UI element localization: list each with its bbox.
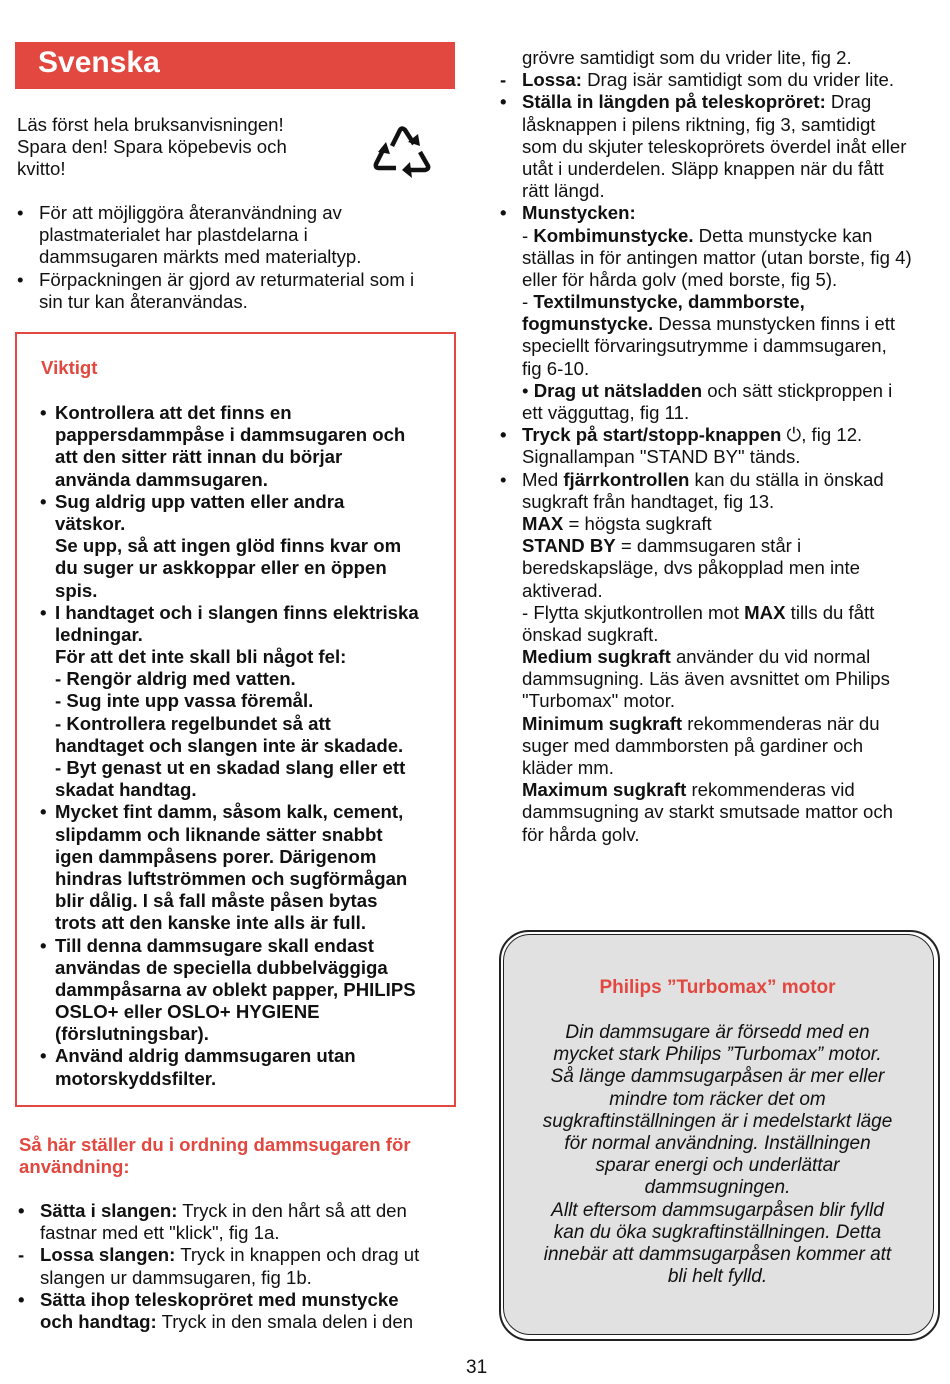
bold-text: Sätta ihop teleskopröret med munstycke — [40, 1288, 399, 1310]
text: grövre samtidigt som du vrider lite, fig 2. — [522, 47, 852, 68]
language-title: Svenska — [38, 46, 160, 79]
bullet-marker: • — [500, 91, 507, 113]
text: Drag — [825, 91, 872, 113]
bold-text: vätskor. — [55, 512, 126, 534]
text: plastmaterialet har plastdelarna i — [39, 224, 308, 246]
text: tills du fått — [785, 601, 875, 623]
text: suger med dammborsten på gardiner och — [522, 734, 864, 756]
bullet-marker: • — [17, 202, 24, 223]
text: Med — [522, 468, 564, 490]
text: beredskapsläge, dvs påkopplad men inte — [522, 557, 861, 579]
text: önskad sugkraft. — [522, 623, 659, 645]
turbomax-title: Philips ”Turbomax” motor — [599, 977, 836, 998]
bold-text: fjärrkontrollen — [563, 468, 690, 490]
dash-marker: - — [18, 1244, 25, 1266]
turbomax-text-line: Så länge dammsugarpåsen är mer eller — [550, 1066, 885, 1088]
turbomax-text-line: Allt eftersom dammsugarpåsen blir fylld — [551, 1199, 884, 1221]
text: Signallampan "STAND BY" tänds. — [522, 446, 801, 468]
bullet-marker: • — [500, 202, 507, 224]
text: Dessa munstycken finns i ett — [653, 313, 896, 335]
text: - Flytta skjutkontrollen mot — [522, 601, 745, 623]
text: slangen ur dammsugaren, fig 1b. — [40, 1266, 312, 1288]
turbomax-text-line: Din dammsugare är försedd med en — [565, 1022, 870, 1043]
bold-text: Se upp, så att ingen glöd finns kvar om — [55, 535, 402, 557]
bold-text: Till denna dammsugare skall endast — [55, 934, 374, 956]
bold-text: Kontrollera att det finns en — [55, 402, 292, 423]
bullet-marker: • — [40, 934, 47, 956]
text: dammsugning. Läs även avsnittet om Philips — [522, 668, 890, 690]
bold-text: Kombimunstycke. — [533, 224, 694, 246]
bold-text: använda dammsugaren. — [55, 468, 268, 490]
text: Detta munstycke kan — [693, 224, 873, 246]
setup-heading — [19, 1134, 411, 1178]
text: eller för hårda golv (med borste, fig 5). — [522, 268, 838, 290]
bold-text: - Byt genast ut en skadad slang eller ett — [55, 757, 406, 778]
text: = dammsugaren står i — [615, 535, 802, 557]
text: aktiverad. — [522, 579, 603, 601]
bold-text: Tryck på start/stopp-knappen — [522, 424, 782, 446]
bold-text: Lossa slangen: — [40, 1244, 176, 1266]
turbomax-text-line: mycket stark Philips ”Turbomax” motor. — [553, 1044, 882, 1066]
text: Läs först hela bruksanvisningen! — [17, 114, 284, 135]
turbomax-text-line: sugkraftinställningen är i medelstarkt läge — [542, 1110, 893, 1132]
text: som du skjuter teleskoprörets överdel inåt eller — [522, 135, 907, 157]
text: • — [522, 379, 534, 401]
text: "Turbomax" motor. — [522, 690, 676, 712]
bold-text: Ställa in längden på teleskopröret: — [522, 91, 826, 113]
bold-text: - Rengör aldrig med vatten. — [55, 668, 296, 690]
bold-text: Munstycken: — [522, 202, 636, 224]
text: för hårda golv. — [522, 823, 640, 845]
bold-text: Minimum sugkraft — [522, 712, 683, 734]
text: fig 6-10. — [522, 357, 590, 379]
bold-text: OSLO+ eller OSLO+ HYGIENE — [55, 1001, 320, 1023]
bold-text: (förslutningsbar). — [55, 1023, 209, 1045]
text: dammsugaren märkts med materialtyp. — [39, 246, 362, 268]
language-title-bar — [15, 42, 455, 89]
bullet-marker: • — [17, 268, 24, 290]
turbomax-text-line: kan du öka sugkraftinställningen. Detta — [553, 1221, 882, 1243]
bold-text: igen dammpåsens porer. Därigenom — [55, 845, 377, 867]
text: rätt längd. — [522, 180, 605, 202]
bullet-marker: • — [40, 801, 47, 823]
bold-text: hindras luftströmmen och sugförmågan — [55, 867, 408, 889]
bullet-marker: • — [40, 1045, 47, 1067]
text: Förpackningen är gjord av returmaterial som i — [39, 268, 415, 290]
text: speciellt förvaringsutrymme i dammsugaren, — [522, 335, 887, 357]
text: kläder mm. — [522, 757, 614, 778]
bold-text: ledningar. — [55, 623, 143, 645]
bold-text: att den sitter rätt innan du börjar — [55, 446, 343, 468]
turbomax-text — [505, 1022, 930, 1288]
bold-text: För att det inte skall bli något fel: — [55, 646, 347, 668]
bold-text: handtaget och slangen inte är skadade. — [55, 734, 404, 756]
bold-text: motorskyddsfilter. — [55, 1067, 217, 1089]
bold-text: Textilmunstycke, dammborste, — [533, 291, 805, 313]
setup-heading-line: Så här ställer du i ordning dammsugaren för — [19, 1134, 411, 1155]
bold-text: du suger ur askkoppar eller en öppen — [55, 557, 387, 579]
bullet-marker: • — [18, 1200, 25, 1221]
text: - — [522, 291, 534, 313]
bold-text: Drag ut nätsladden — [533, 379, 703, 401]
text: Tryck in knappen och drag ut — [175, 1244, 420, 1266]
bold-text: Sätta i slangen: — [40, 1200, 178, 1221]
text: och sätt stickproppen i — [702, 379, 893, 401]
bold-text: Använd aldrig dammsugaren utan — [55, 1045, 356, 1067]
turbomax-text-line: bli helt fylld. — [667, 1266, 768, 1288]
turbomax-text-line: sparar energi och underlättar — [595, 1155, 840, 1177]
text: sin tur kan återanvändas. — [39, 290, 248, 312]
text: sugkraft från handtaget, fig 13. — [522, 490, 775, 512]
text: fastnar med ett "klick", fig 1a. — [40, 1222, 280, 1244]
text: Drag isär samtidigt som du vrider lite. — [581, 69, 895, 91]
bullet-marker: • — [500, 424, 507, 446]
dash-marker: - — [500, 69, 507, 91]
page-number: 31 — [466, 1357, 488, 1378]
turbomax-text-line: innebär att dammsugarpåsen kommer att — [543, 1244, 892, 1266]
bold-text: slipdamm och liknande sätter snabbt — [55, 823, 383, 845]
text: dammsugning av starkt smutsade mattor och — [522, 801, 894, 823]
bullet-marker: • — [40, 601, 47, 623]
bold-text: - Sug inte upp vassa föremål. — [55, 690, 314, 712]
bold-text: blir dålig. I så fall måste påsen bytas — [55, 890, 378, 912]
text: låsknappen i pilens riktning, fig 3, samtidigt — [522, 113, 876, 135]
important-heading: Viktigt — [41, 357, 98, 378]
text: För att möjliggöra återanvändning av — [39, 202, 342, 223]
bold-text: - Kontrollera regelbundet så att — [55, 712, 331, 734]
bold-text: Sug aldrig upp vatten eller andra — [55, 490, 345, 512]
bold-text: pappersdammpåse i dammsugaren och — [55, 424, 406, 446]
bold-text: I handtaget och i slangen finns elektriska — [55, 601, 419, 623]
bold-text: Maximum sugkraft — [522, 779, 687, 801]
text: använder du vid normal — [670, 646, 871, 668]
text: ⏻, fig 12. — [781, 424, 863, 446]
bold-text: användas de speciella dubbelväggiga — [55, 956, 388, 978]
text: utåt i underdelen. Släpp knappen när du fått — [522, 157, 884, 179]
bold-text: MAX — [744, 601, 786, 623]
bullet-marker: • — [40, 402, 47, 423]
turbomax-text-line: dammsugningen. — [644, 1177, 791, 1199]
text: Tryck in den smala delen i den — [156, 1310, 414, 1332]
text: rekommenderas när du — [682, 712, 880, 734]
text: kvitto! — [17, 158, 66, 180]
text: ställas in för antingen mattor (utan borste, fig 4) — [522, 246, 912, 268]
turbomax-text-line: för normal användning. Inställningen — [564, 1133, 871, 1155]
bold-text: Medium sugkraft — [522, 646, 671, 668]
bullet-marker: • — [18, 1288, 25, 1310]
text: rekommenderas vid — [686, 779, 855, 801]
bold-text: Mycket fint damm, såsom kalk, cement, — [55, 801, 404, 823]
bold-text: och handtag: — [40, 1310, 157, 1332]
bold-text: MAX — [522, 512, 564, 534]
bold-text: fogmunstycke. — [522, 313, 654, 335]
bold-text: Lossa: — [522, 69, 582, 91]
recycle-icon — [372, 122, 432, 180]
text: Spara den! Spara köpebevis och — [17, 136, 287, 158]
bold-text: trots att den kanske inte alls är full. — [55, 912, 367, 934]
text: = högsta sugkraft — [563, 512, 712, 534]
bold-text: STAND BY — [522, 535, 616, 557]
turbomax-text-line: mindre tom räcker det om — [609, 1088, 826, 1110]
setup-heading-line: användning: — [19, 1156, 130, 1178]
bullet-marker: • — [40, 490, 47, 512]
bold-text: dammpåsarna av oblekt papper, PHILIPS — [55, 978, 416, 1000]
bullet-marker: • — [500, 468, 507, 490]
text: ett vägguttag, fig 11. — [522, 402, 690, 423]
text: Tryck in den hårt så att den — [177, 1200, 407, 1221]
bold-text: skadat handtag. — [55, 779, 197, 801]
text: kan du ställa in önskad — [689, 468, 884, 490]
bold-text: spis. — [55, 579, 98, 601]
text: - — [522, 224, 534, 246]
